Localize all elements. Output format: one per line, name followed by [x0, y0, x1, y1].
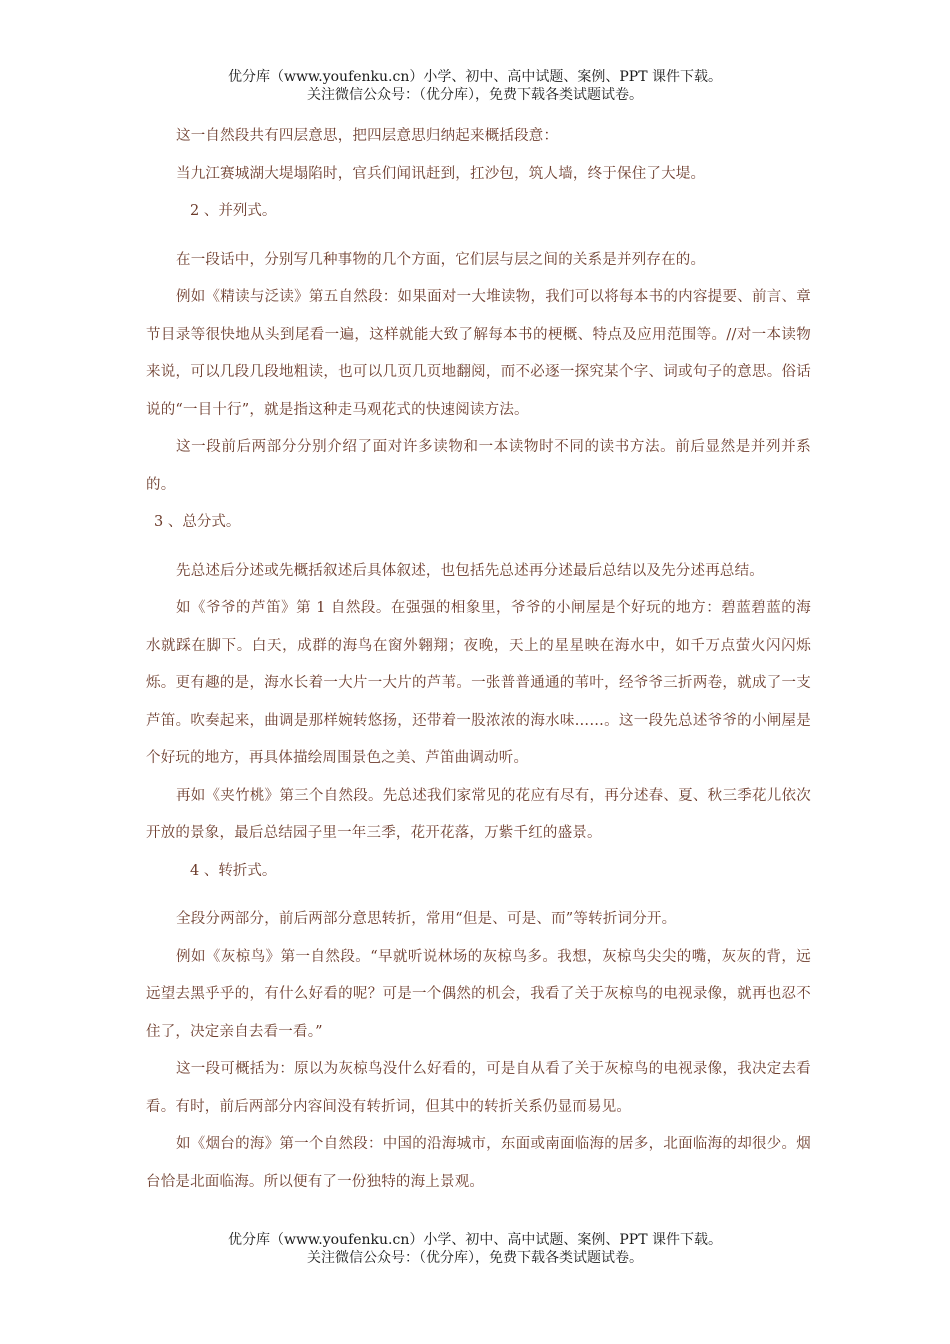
section-heading-transition: 4 、转折式。: [190, 862, 277, 879]
paragraph-summary-intro: 这一自然段共有四层意思，把四层意思归纳起来概括段意：: [176, 128, 559, 144]
paragraph-transition-definition: 全段分两部分，前后两部分意思转折，常用“但是、可是、而”等转折词分开。: [176, 911, 677, 927]
footer-line-2: 关注微信公众号：（优分库），免费下载各类试题试卷。: [307, 1250, 643, 1266]
paragraph-parallel-analysis: 这一段前后两部分分别介绍了面对许多读物和一本读物时不同的读书方法。前后显然是并列并系的。: [146, 439, 811, 493]
paragraph-transition-example-2: 如《烟台的海》第一个自然段：中国的沿海城市，东面或南面临海的居多，北面临海的却很少。烟台恰是北面临海。所以便有了一份独特的海上景观。: [146, 1136, 811, 1190]
header-line-1: 优分库（www.youfenku.cn）小学、初中、高中试题、案例、PPT 课件下载。: [227, 69, 722, 85]
header-line-2: 关注微信公众号：（优分库），免费下载各类试题试卷。: [307, 87, 643, 103]
paragraph-general-specific-example-2: 再如《夹竹桃》第三个自然段。先总述我们家常见的花应有尽有，再分述春、夏、秋三季花儿依次开放的景象，最后总结园子里一年三季，花开花落，万紫千红的盛景。: [146, 787, 811, 841]
page-footer: [0, 1231, 950, 1267]
page-header: [0, 68, 950, 104]
paragraph-parallel-example: 例如《精读与泛读》第五自然段：如果面对一大堆读物，我们可以将每本书的内容提要、前言、章节目录等很快地从头到尾看一遍，这样就能大致了解每本书的梗概、特点及应用范围等。//对一本读物来说，可以几段几段地粗读，也可以几页几页地翻阅，而不必逐一探究某个字、词或句子的意思。俗话说的“一目十行”，就是指这种走马观花式的快速阅读方法。: [146, 289, 811, 418]
paragraph-general-specific-definition: 先总述后分述或先概括叙述后具体叙述，也包括先总述再分述最后总结以及先分述再总结。: [176, 562, 764, 579]
paragraph-transition-analysis: 这一段可概括为：原以为灰椋鸟没什么好看的，可是自从看了关于灰椋鸟的电视录像，我决定去看看。有时，前后两部分内容间没有转折词，但其中的转折关系仍显而易见。: [146, 1061, 811, 1115]
paragraph-transition-example-1: 例如《灰椋鸟》第一自然段。“早就听说林场的灰椋鸟多。我想，灰椋鸟尖尖的嘴，灰灰的背，远远望去黑乎乎的，有什么好看的呢？可是一个偶然的机会，我看了关于灰椋鸟的电视录像，就再也忍不住了，决定亲自去看一看。”: [146, 948, 811, 1040]
section-heading-general-specific: 3 、总分式。: [154, 514, 241, 530]
paragraph-general-specific-example-1: 如《爷爷的芦笛》第 1 自然段。在强强的相象里，爷爷的小闸屋是个好玩的地方：碧蓝碧蓝的海水就踩在脚下。白天，成群的海鸟在窗外翱翔；夜晚，天上的星星映在海水中，如千万点萤火闪闪烁烁。更有趣的是，海水长着一大片一大片的芦苇。一张普普通通的苇叶，经爷爷三折两卷，就成了一支芦笛。吹奏起来，曲调是那样婉转悠扬，还带着一股浓浓的海水味……。这一段先总述爷爷的小闸屋是个好玩的地方，再具体描绘周围景色之美、芦笛曲调动听。: [146, 600, 811, 766]
paragraph-parallel-definition: 在一段话中，分别写几种事物的几个方面，它们层与层之间的关系是并列存在的。: [176, 251, 706, 268]
section-heading-parallel: 2 、并列式。: [190, 203, 277, 219]
paragraph-summary-text: 当九江赛城湖大堤塌陷时，官兵们闻讯赶到，扛沙包，筑人墙，终于保住了大堤。: [176, 165, 706, 182]
footer-line-1: 优分库（www.youfenku.cn）小学、初中、高中试题、案例、PPT 课件下载。: [227, 1232, 722, 1248]
document-body: [146, 118, 811, 1201]
